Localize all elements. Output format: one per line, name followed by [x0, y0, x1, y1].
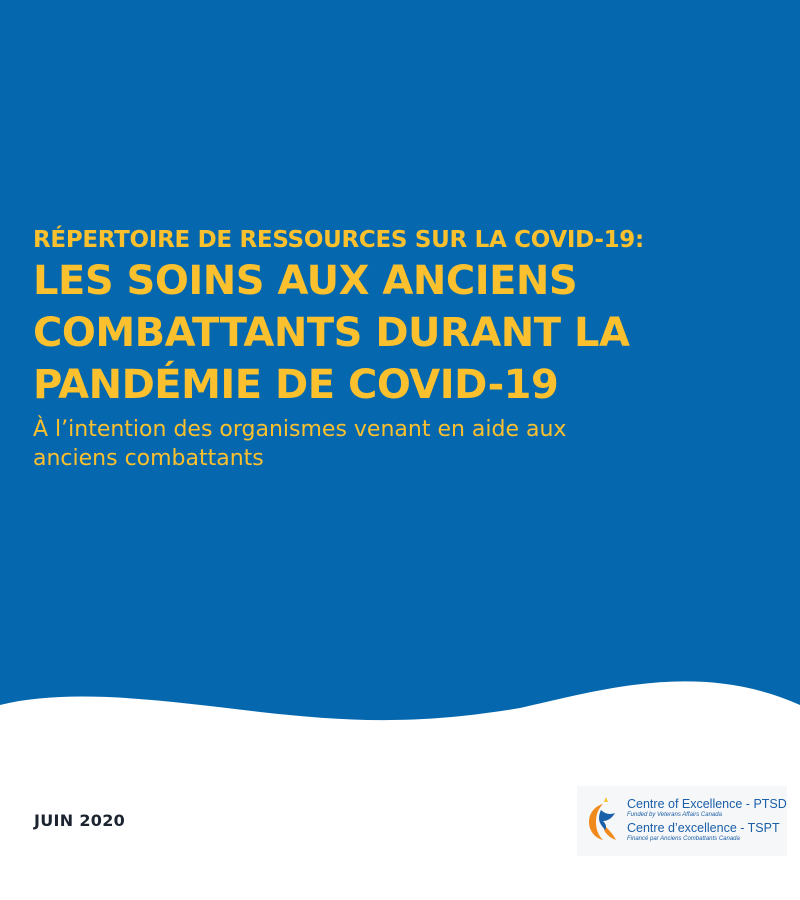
logo-name-en: Centre of Excellence - PTSD	[627, 797, 787, 811]
cover-subtitle: À l’intention des organismes venant en aide aux anciens combattants	[33, 417, 567, 471]
logo-tag-en: Funded by Veterans Affairs Canada	[627, 812, 722, 818]
logo-text	[627, 797, 787, 845]
logo-name-fr: Centre d’excellence - TSPT	[627, 821, 780, 835]
title-block	[33, 225, 773, 473]
bird-emblem-icon	[583, 796, 621, 846]
publication-date: JUIN 2020	[34, 811, 126, 830]
cover-title: LES SOINS AUX ANCIENS COMBATTANTS DURANT LA PANDÉMIE DE COVID-19	[33, 258, 630, 408]
cover-kicker: RÉPERTOIRE DE RESSOURCES SUR LA COVID-19:	[33, 227, 644, 253]
logo-tag-fr: Financé par Anciens Combattants Canada	[627, 836, 740, 842]
centre-of-excellence-logo	[577, 786, 787, 856]
